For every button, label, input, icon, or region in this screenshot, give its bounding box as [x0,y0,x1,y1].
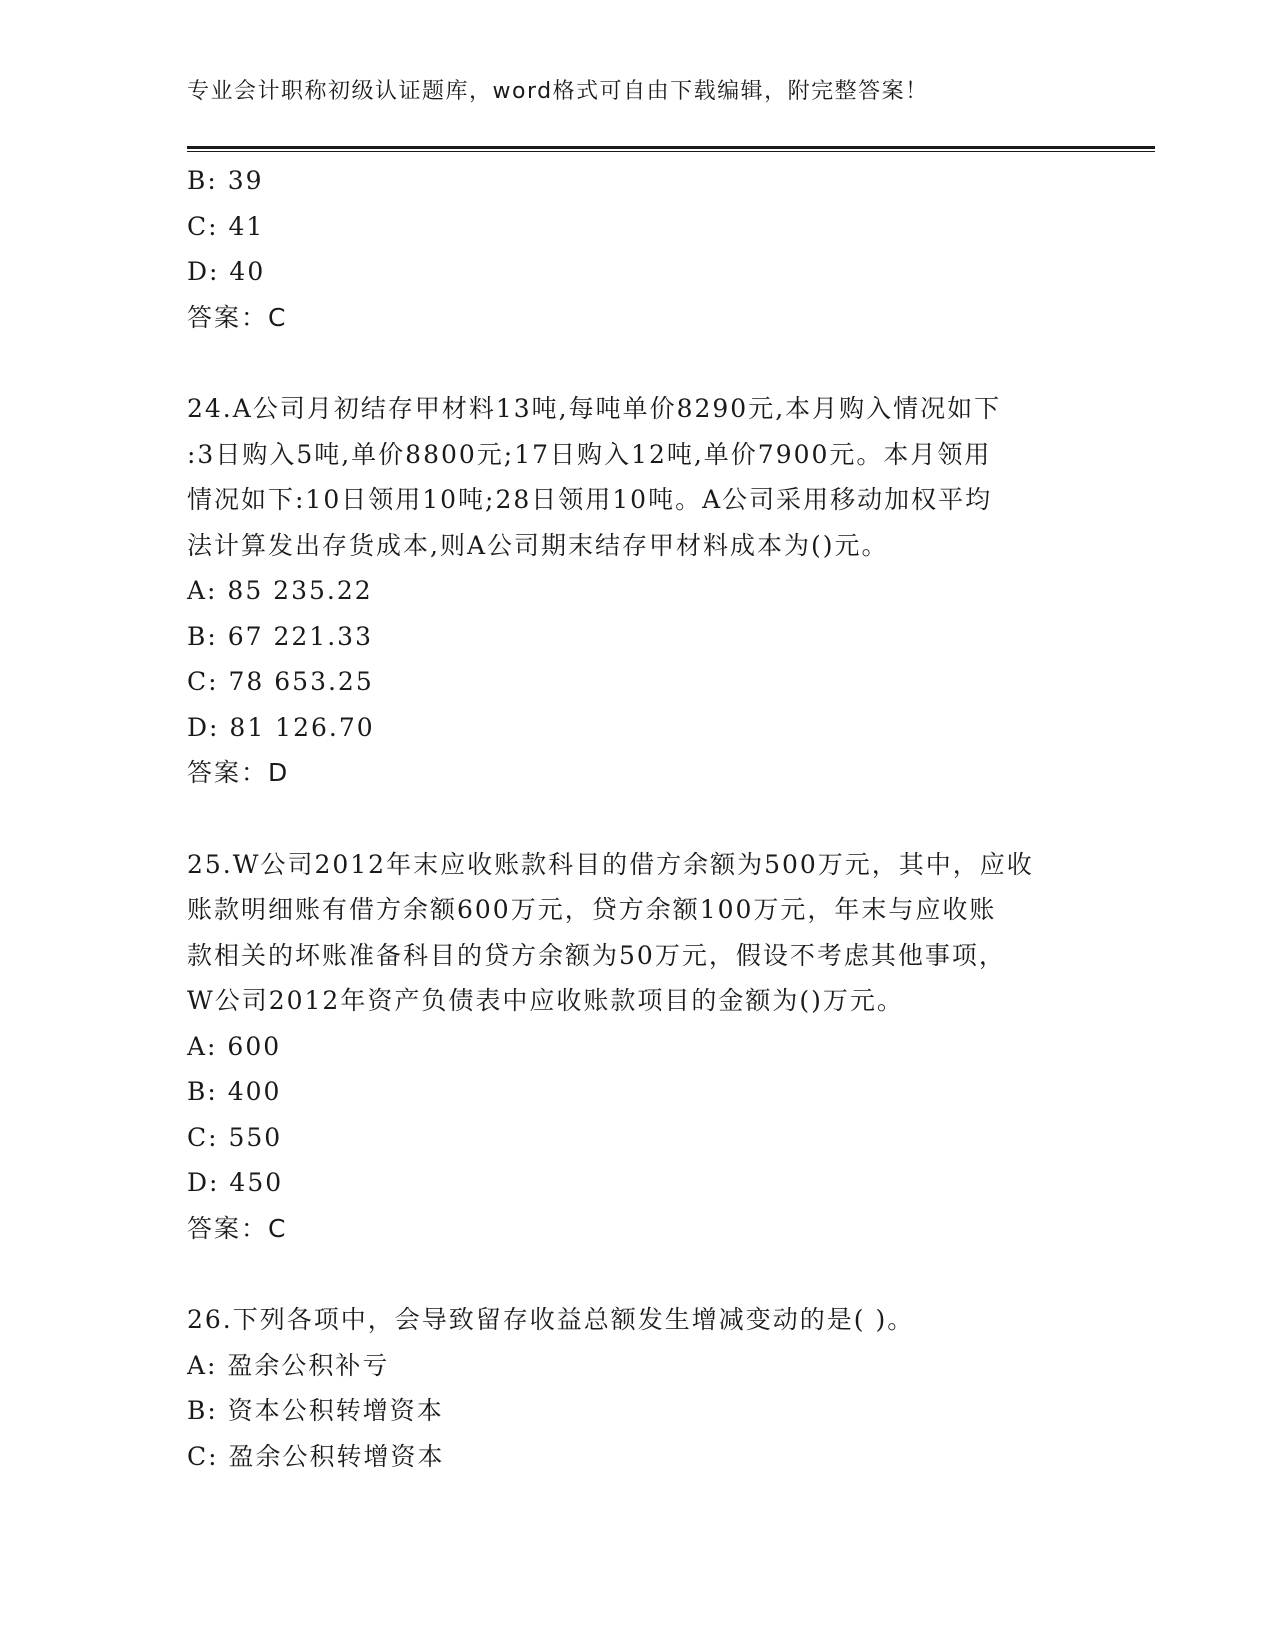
question-25 [187,842,1147,1252]
option-b: B: 400 [187,1077,282,1106]
option-a: A: 600 [187,1031,282,1061]
option-d: D: 40 [187,257,266,286]
option-a: A: 85 235.22 [187,576,373,605]
answer-line: 答案：C [187,302,288,332]
option-b: B: 67 221.33 [187,621,373,651]
question-26 [187,1297,1147,1479]
question-text-line: :3日购入5吨,单价8800元;17日购入12吨,单价7900元。本月领用 [187,439,992,469]
question-text-line: 款相关的坏账准备科目的贷方余额为50万元，假设不考虑其他事项， [187,940,1006,970]
option-c: C: 盈余公积转增资本 [187,1441,445,1471]
option-c: C: 78 653.25 [187,667,374,696]
option-c: C: 550 [187,1122,283,1152]
document-body [187,158,1147,1479]
answer-line: 答案：C [187,1213,288,1243]
question-text-line: 24.A公司月初结存甲材料13吨,每吨单价8290元,本月购入情况如下 [187,394,1002,423]
option-a: A: 盈余公积补亏 [187,1350,390,1380]
option-d: D: 450 [187,1168,284,1197]
question-24 [187,386,1147,796]
question-text-line: 法计算发出存货成本,则A公司期末结存甲材料成本为()元。 [187,530,889,560]
question-text-line: 情况如下:10日领用10吨;28日领用10吨。A公司采用移动加权平均 [187,485,993,514]
header-rule-thin [187,151,1155,152]
question-text-line: 账款明细账有借方余额600万元，贷方余额100万元，年末与应收账 [187,895,997,924]
option-c: C: 41 [187,211,265,241]
prev-question-tail [187,158,1147,340]
option-b: B: 39 [187,166,264,195]
page-header: 专业会计职称初级认证题库，word格式可自由下载编辑，附完整答案！ [187,79,929,104]
question-text-line: W公司2012年资产负债表中应收账款项目的金额为()万元。 [187,986,904,1015]
question-text-line: 26.下列各项中，会导致留存收益总额发生增减变动的是( )。 [187,1305,915,1334]
question-text-line: 25.W公司2012年末应收账款科目的借方余额为500万元，其中，应收 [187,849,1034,879]
option-b: B: 资本公积转增资本 [187,1396,444,1425]
answer-line: 答案：D [187,758,290,787]
header-rule-thick [187,146,1155,149]
option-d: D: 81 126.70 [187,712,375,742]
